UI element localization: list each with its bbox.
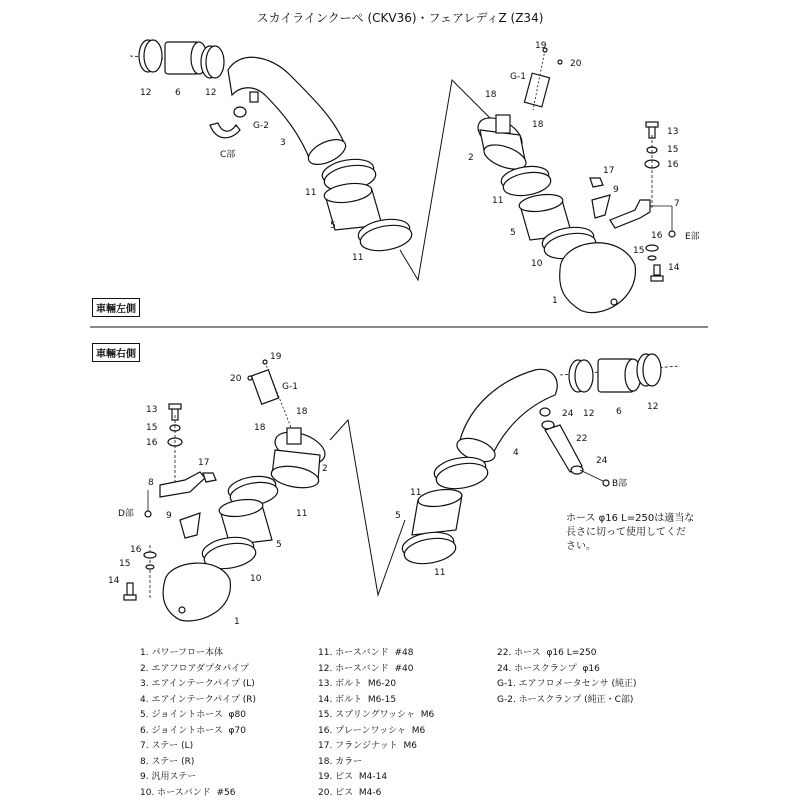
callout-16b-b: 16 (130, 545, 142, 555)
legend-item: 6. ジョイントホース φ70 (140, 724, 256, 740)
legend-item: 3. エアインテークパイプ (L) (140, 677, 256, 693)
legend-item: 18. カラー (318, 755, 434, 771)
legend-item: 4. エアインテークパイプ (R) (140, 693, 256, 709)
callout-22: 22 (576, 434, 587, 444)
callout-14: 14 (668, 263, 680, 273)
stay-9-part-b (180, 513, 200, 538)
legend-item: 11. ホースバンド #48 (318, 646, 434, 662)
callout-18a-b: 18 (296, 407, 308, 417)
callout-18a: 18 (485, 90, 497, 100)
callout-e-part: E部 (685, 230, 700, 242)
callout-1: 1 (552, 296, 558, 306)
callout-9: 9 (613, 185, 619, 195)
section-label-left-side: 車輛左側 (92, 298, 140, 317)
callout-5: 5 (330, 221, 336, 231)
bottom-assembly (108, 352, 680, 627)
flange-nut-17-part-b (203, 473, 216, 482)
legend-item: 24. ホースクランプ φ16 (497, 662, 637, 678)
legend-column-3 (497, 646, 637, 708)
callout-19-b: 19 (270, 352, 282, 362)
legend-item: 10. ホースバンド #56 (140, 786, 256, 801)
sensor-g1-part-b (251, 370, 278, 404)
callout-4: 4 (513, 448, 519, 458)
top-assembly (130, 40, 700, 313)
legend-column-2 (318, 646, 434, 801)
legend-item: 16. プレーンワッシャ M6 (318, 724, 434, 740)
collar-18-part (496, 115, 510, 133)
legend-item: 17. フランジナット M6 (318, 739, 434, 755)
callout-7: 7 (674, 199, 680, 209)
stay-7-part (610, 200, 650, 228)
callout-11c: 11 (492, 196, 503, 206)
power-flow-body-1-part-b (163, 563, 230, 621)
hose-clamp-24b-part (571, 466, 583, 474)
callout-13: 13 (667, 127, 678, 137)
callout-5b-b: 5 (395, 511, 401, 521)
callout-g1-b: G-1 (282, 382, 298, 392)
callout-b-part: B部 (612, 477, 627, 489)
legend-item: 2. エアフロアダプタパイプ (140, 662, 256, 678)
callout-11a-b: 11 (296, 509, 307, 519)
legend-item: 20. ビス M4-6 (318, 786, 434, 801)
callout-c-part: C部 (220, 148, 235, 160)
callout-16a: 16 (667, 160, 679, 170)
callout-12a: 12 (140, 88, 151, 98)
callout-g2: G-2 (253, 121, 269, 131)
callout-11b: 11 (352, 253, 363, 263)
callout-6-b: 6 (616, 407, 622, 417)
callout-15b-b: 15 (119, 559, 130, 569)
callout-24a: 24 (562, 409, 574, 419)
callout-14-b: 14 (108, 576, 120, 586)
diagram-title: スカイラインクーペ (CKV36)・フェアレディZ (Z34) (257, 11, 544, 25)
flange-nut-17-part (590, 178, 603, 187)
hose-cut-note: ホース φ16 L=250は適当な 長さに切って使用してくだ さい。 (566, 512, 726, 554)
callout-8: 8 (148, 478, 154, 488)
callout-15a-b: 15 (146, 423, 157, 433)
callout-16b: 16 (651, 231, 663, 241)
legend-item: 8. ステー (R) (140, 755, 256, 771)
clamp-g2-part (234, 107, 246, 117)
callout-9-b: 9 (166, 511, 172, 521)
legend-item: 1. パワーフロー本体 (140, 646, 256, 662)
legend-item: 5. ジョイントホース φ80 (140, 708, 256, 724)
legend-item: 7. ステー (L) (140, 739, 256, 755)
callout-2-b: 2 (322, 464, 328, 474)
legend-item: G-2. ホースクランプ (純正・C部) (497, 693, 637, 709)
callout-d-part: D部 (118, 507, 134, 519)
callout-6: 6 (175, 88, 181, 98)
callout-5-b: 5 (276, 540, 282, 550)
callout-16a-b: 16 (146, 438, 158, 448)
legend-item: 15. スプリングワッシャ M6 (318, 708, 434, 724)
callout-11a: 11 (305, 188, 316, 198)
legend-item: 22. ホース φ16 L=250 (497, 646, 637, 662)
callout-10: 10 (531, 259, 543, 269)
callout-3: 3 (280, 138, 286, 148)
callout-2: 2 (468, 153, 474, 163)
callout-g1: G-1 (510, 72, 526, 82)
legend-item: 9. 汎用ステー (140, 770, 256, 786)
callout-11c-b: 11 (434, 568, 445, 578)
callout-5b: 5 (510, 228, 516, 238)
callout-12a-b: 12 (583, 409, 594, 419)
callout-11b-b: 11 (410, 488, 421, 498)
callout-12b: 12 (205, 88, 216, 98)
callout-20-b: 20 (230, 374, 242, 384)
callout-24b: 24 (596, 456, 608, 466)
callout-19: 19 (535, 41, 547, 51)
callout-15b: 15 (633, 246, 644, 256)
callout-13-b: 13 (146, 405, 157, 415)
legend-item: G-1. エアフロメータセンサ (純正) (497, 677, 637, 693)
callout-18b-b: 18 (254, 423, 266, 433)
stay-8-part (160, 472, 205, 497)
stay-9-part (592, 195, 610, 218)
callout-17: 17 (603, 166, 614, 176)
callout-1-b: 1 (234, 617, 240, 627)
legend-item: 12. ホースバンド #40 (318, 662, 434, 678)
callout-18b: 18 (532, 120, 544, 130)
hose-22-part (545, 425, 582, 472)
callout-15a: 15 (667, 145, 678, 155)
callout-10-b: 10 (250, 574, 262, 584)
section-label-right-side: 車輛右側 (92, 343, 140, 362)
callout-17-b: 17 (198, 458, 209, 468)
callout-20: 20 (570, 59, 582, 69)
callout-12b-b: 12 (647, 402, 658, 412)
legend-item: 19. ビス M4-14 (318, 770, 434, 786)
legend-item: 13. ボルト M6-20 (318, 677, 434, 693)
legend-column-1 (140, 646, 256, 801)
legend-item: 14. ボルト M6-15 (318, 693, 434, 709)
power-flow-body-1-part (560, 243, 636, 313)
